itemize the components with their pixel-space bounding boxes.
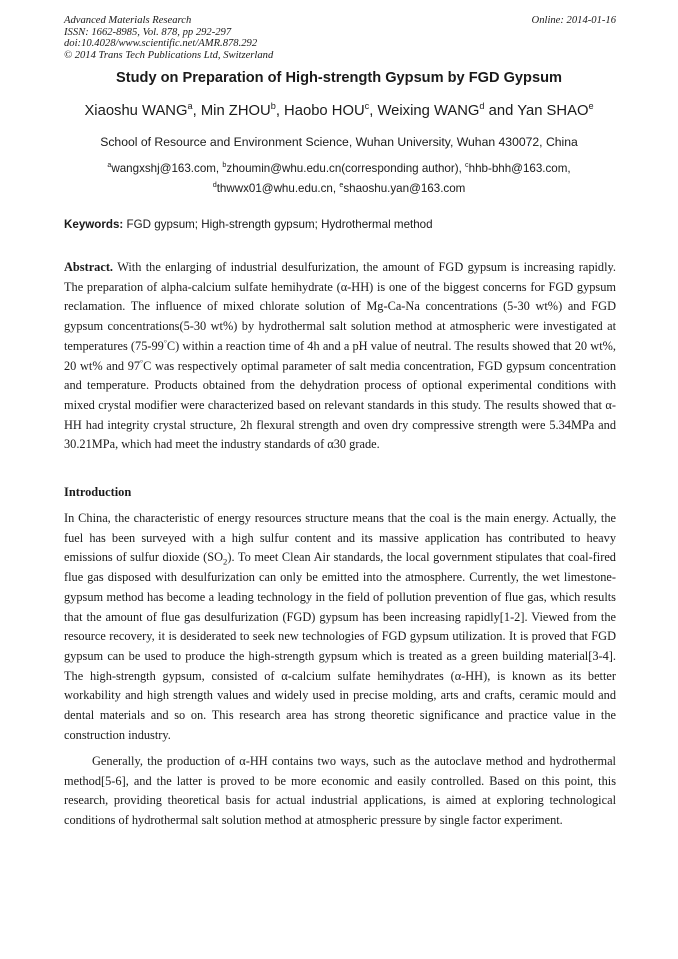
author-name: Weixing WANG	[377, 103, 480, 119]
keywords	[64, 218, 616, 231]
intro-paragraph-2	[64, 752, 616, 831]
author-name: Haobo HOU	[284, 103, 365, 119]
doi-line[interactable]: doi:10.4028/www.scientific.net/AMR.878.292	[64, 38, 258, 50]
email-line-1	[0, 159, 678, 179]
abstract-label: Abstract.	[64, 260, 114, 274]
email-address[interactable]: hhb-bhh@163.com,	[468, 162, 571, 175]
email-address[interactable]: wangxshj@163.com,	[111, 162, 220, 175]
abstract-text-3: C was respectively optimal parameter of salt media concentration, FGD gypsum concentration and temperature. Products obtained from the dehydration process of optional experimental conditions with mixed crystal modifier were characterized based on relevant standards in this study. The results showed that α-HH had integrity crystal structure, 2h flexural strength and oven dry compressive strength were 5.34MPa and 30.21MPa, which had meet the industry standards of α30 grade.	[64, 358, 616, 452]
author-list: Xiaoshu WANG$^a$, Min ZHOU$^b$, Haobo HOU$^c$, Weixing WANG$^d$ and Yan SHAO$^e$	[84, 101, 594, 119]
email-mark: e	[339, 180, 344, 190]
email-address[interactable]: thwwx01@whu.edu.cn,	[216, 182, 337, 195]
subscript-2: 2	[223, 556, 228, 567]
email-mark: b	[222, 160, 227, 170]
author-mark: a	[187, 101, 193, 112]
intro-text-2: ). To meet Clean Air standards, the local government stipulates that coal-fired flue gas disposed with desulfurization can only be emitted into the atmosphere. Currently, the wet limestone-gypsum method has become a leading technology in the field of pollution prevention of flue gas, which results that the amount of flue gas desulfurization (FGD) gypsum has been increasing rapidly[1-2]. Viewed from the resource recovery, it is desiderated to seek new technologies of FGD gypsum utilization. It is proved that FGD gypsum can be used to produce the high-strength gypsum which is treated as a green building material[3-4]. The high-strength gypsum, consisted of α-calcium sulfate hemihydrates (α-HH), is known as its better workability and high strength values and widely used in precise molding, arts and crafts, ceramic mould and dental materials and so on. This research area has strong theoretic significance and practice value in the construction industry.	[64, 550, 616, 742]
author-name: Min ZHOU	[200, 103, 271, 119]
author-and: and	[488, 103, 514, 119]
email-address[interactable]: shaoshu.yan@163.com	[343, 182, 466, 195]
section-heading-introduction: Introduction	[64, 485, 132, 499]
keywords-text: FGD gypsum; High-strength gypsum; Hydrothermal method	[126, 218, 433, 231]
email-mark: c	[465, 160, 469, 170]
email-line-2	[0, 179, 678, 199]
journal-name: Advanced Materials Research	[64, 15, 192, 26]
intro-text-3: Generally, the production of α-HH contains two ways, such as the autoclave method and hydrothermal method[5-6], and the latter is proved to be more economic and easily controlled. Based on this point, this research, providing theoretical basis for actual industrial applications, is aimed at exploring technological conditions of hydrothermal salt solution method at atmospheric pressure by single factor experiment.	[64, 754, 616, 828]
author-name: Xiaoshu WANG	[84, 103, 188, 119]
intro-text-1: In China, the characteristic of energy resources structure means that the coal is the main energy. Actually, the fuel has been surveyed with a high sulfur content and its massive application has contributed to heavy emissions of sulfur dioxide (SO	[64, 511, 616, 565]
abstract-text-1: With the enlarging of industrial desulfurization, the amount of FGD gypsum is increasing rapidly. The preparation of alpha-calcium sulfate hemihydrate (α-HH) is one of the biggest concerns for FGD gypsum reclamation. The influence of mixed chlorate solution of Mg-Ca-Na concentrations (5-30 wt%) and FGD gypsum concentrations(5-30 wt%) by hydrothermal salt solution method at atmospheric were investigated at temperatures (75-99	[64, 260, 616, 353]
abstract-text-2: C) within a reaction time of 4h and a pH value of neutral. The results showed that 20 wt%, 20 wt% and 97	[64, 338, 616, 373]
affiliation: School of Resource and Environment Science, Wuhan University, Wuhan 430072, China	[100, 135, 578, 149]
online-date: Online: 2014-01-16	[531, 15, 616, 26]
author-name: Yan SHAO	[517, 103, 589, 119]
author-mark: e	[588, 101, 594, 112]
running-header	[64, 15, 616, 61]
degree-mark: °	[163, 337, 167, 347]
email-mark: a	[107, 160, 112, 170]
copyright-line: © 2014 Trans Tech Publications Ltd, Switzerland	[64, 49, 274, 61]
keywords-label: Keywords:	[64, 218, 124, 231]
abstract-paragraph	[64, 258, 616, 455]
email-address[interactable]: zhoumin@whu.edu.cn(corresponding author),	[226, 162, 462, 175]
degree-mark: °	[140, 357, 144, 367]
author-mark: d	[479, 101, 485, 112]
author-mark: c	[364, 101, 370, 112]
email-block	[0, 159, 678, 199]
email-mark: d	[212, 180, 217, 190]
issn-line: ISSN: 1662-8985, Vol. 878, pp 292-297	[64, 26, 232, 38]
abstract	[64, 258, 616, 455]
paper-title: Study on Preparation of High-strength Gypsum by FGD Gypsum	[116, 70, 562, 86]
author-mark: b	[270, 101, 276, 112]
intro-paragraph-1	[64, 509, 616, 745]
